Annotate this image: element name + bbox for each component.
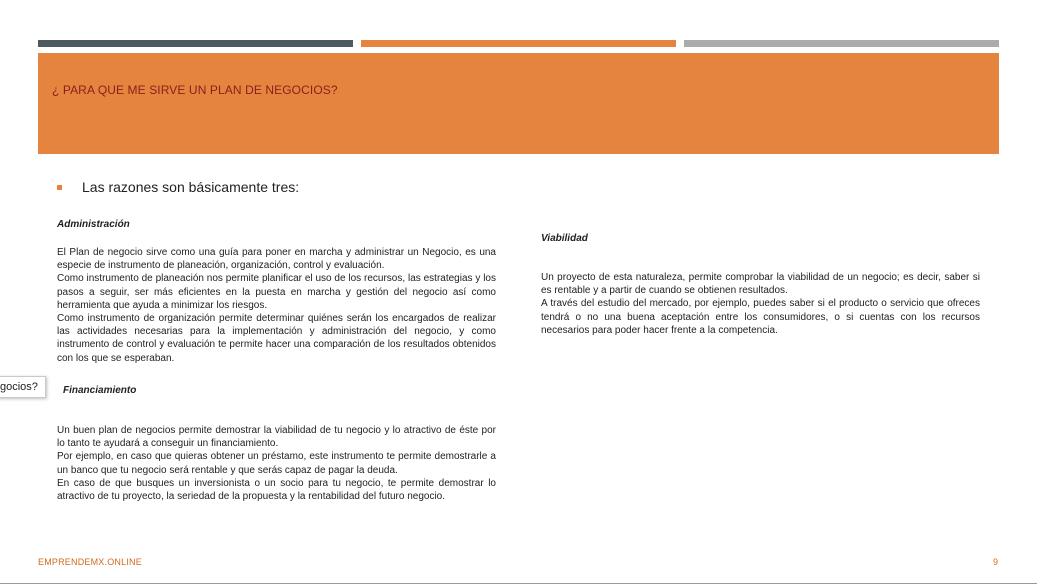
paragraph: Un buen plan de negocios permite demostrar la viabilidad de tu negocio y lo atractivo de éste por lo tanto te ayudará a conseguir un financiamiento.: [57, 425, 496, 450]
text-financiamiento: [57, 424, 496, 503]
intro-bullet: [57, 178, 299, 196]
accent-bar-gray: [684, 40, 999, 47]
square-bullet-icon: [57, 185, 62, 190]
footer-brand: EMPRENDEMX.ONLINE: [38, 557, 142, 567]
paragraph: Como instrumento de planeación nos permite planificar el uso de los recursos, las estrategias y los pasos a seguir, ser más eficientes en la puesta en marcha y gestión del negocio así como herramienta que ayuda a minimizar los riesgos.: [57, 273, 496, 311]
title-band: [38, 53, 999, 154]
paragraph: En caso de que busques un inversionista o un socio para tu negocio, te permite demostrar lo atractivo de tu proyecto, la seriedad de la propuesta y la rentabilidad del futuro negocio.: [57, 477, 496, 503]
accent-bar-orange: [361, 40, 676, 47]
paragraph: A través del estudio del mercado, por ejemplo, puedes saber si el producto o servicio que ofreces tendrá o no una buena aceptación entre los consumidores, o si cuentas con los recursos necesarios para poder hacer frente a la competencia.: [541, 298, 980, 336]
heading-administracion: Administración: [57, 219, 130, 230]
text-viabilidad: [541, 271, 980, 337]
paragraph: Por ejemplo, en caso que quieras obtener un préstamo, este instrumento te permite demostrarle a un banco que tu negocio será rentable y que serás capaz de pagar la deuda.: [57, 451, 496, 476]
hover-tooltip: gocios?: [0, 376, 46, 398]
heading-viabilidad: Viabilidad: [541, 233, 588, 244]
text-administracion: [57, 246, 496, 365]
paragraph: Un proyecto de esta naturaleza, permite comprobar la viabilidad de un negocio; es decir, saber si es rentable y a partir de cuando se obtienen resultados.: [541, 272, 980, 297]
paragraph: Como instrumento de organización permite determinar quiénes serán los encargados de realizar las actividades necesarias para la implementación y administración del negocio, y como instrumento de control y evaluación te permite hacer una comparación de los resultados obtenidos con los que se esperaban.: [57, 313, 496, 364]
heading-financiamiento: Financiamiento: [63, 385, 137, 396]
paragraph: El Plan de negocio sirve como una guía para poner en marcha y administrar un Negocio, es una especie de instrumento de planeación, organización, control y evaluación.: [57, 247, 496, 272]
intro-text: Las razones son básicamente tres:: [82, 179, 300, 195]
page-number: 9: [993, 557, 999, 567]
slide-title: ¿ PARA QUE ME SIRVE UN PLAN DE NEGOCIOS?: [52, 83, 338, 97]
accent-bar-dark: [38, 40, 353, 47]
bottom-divider: [0, 583, 1037, 584]
